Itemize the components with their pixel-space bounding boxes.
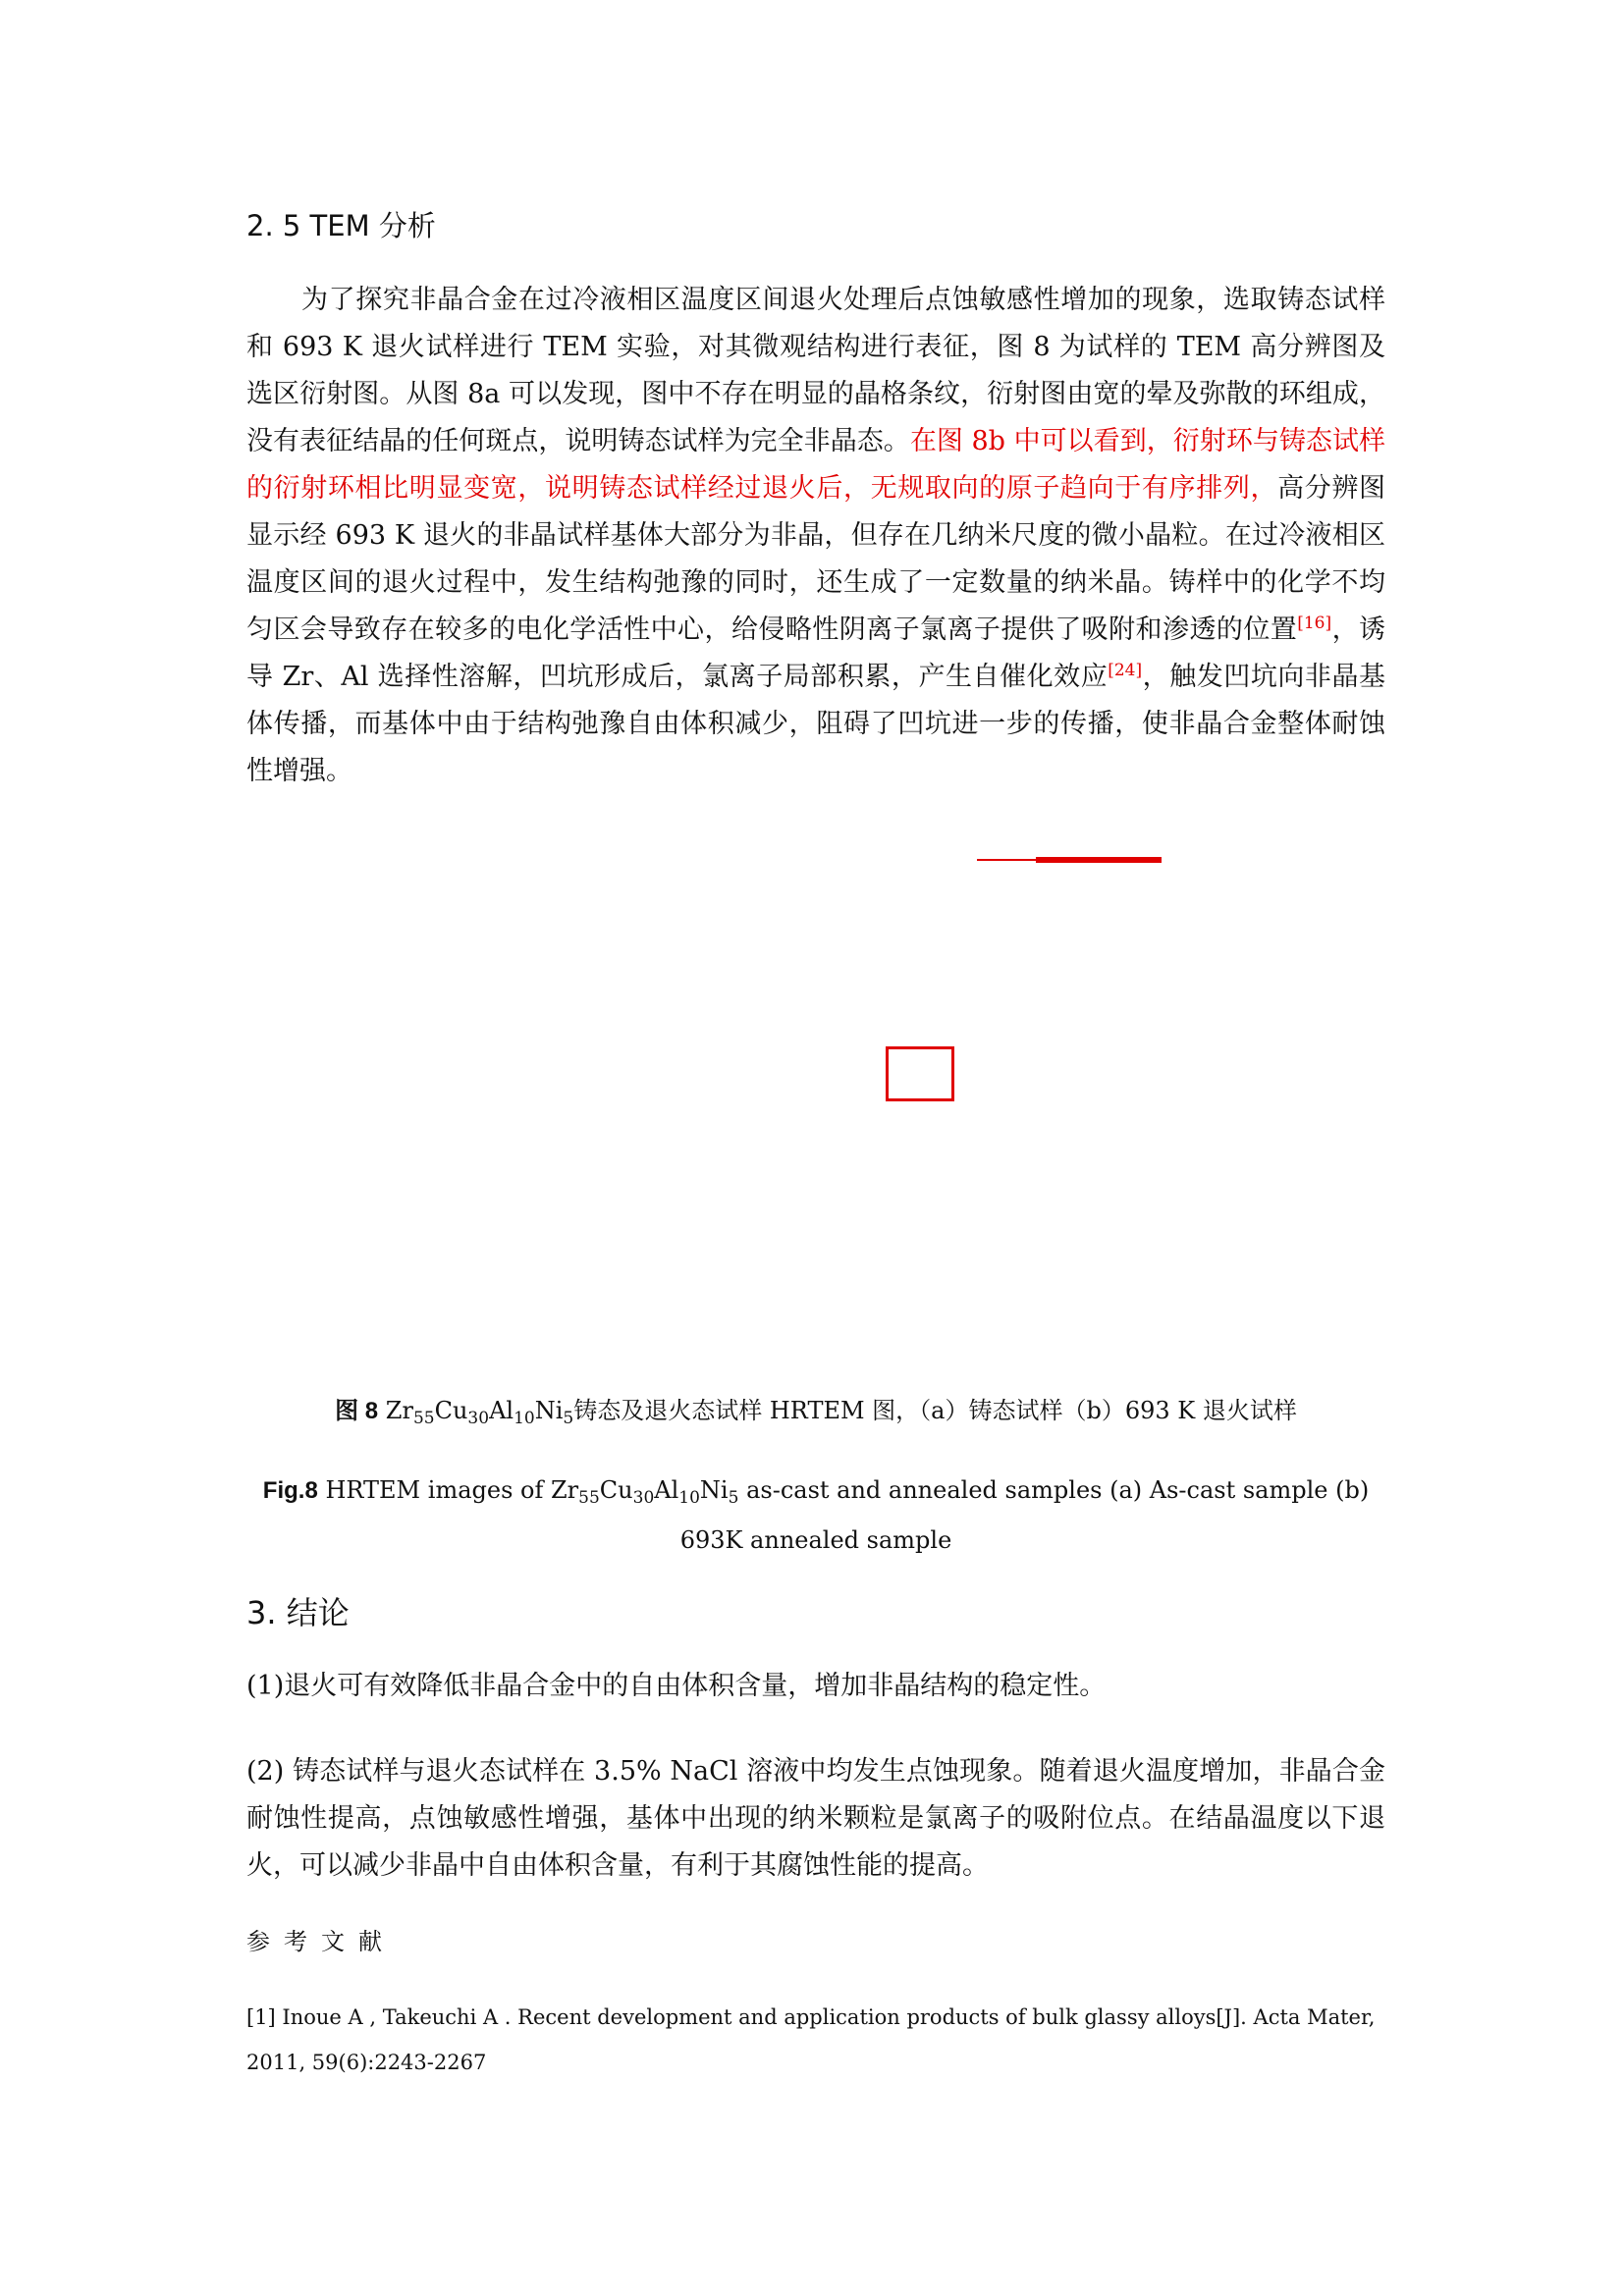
conclusion-item: (1)退火可有效降低非晶合金中的自由体积含量，增加非晶结构的稳定性。 xyxy=(246,1671,1107,1701)
references-title: 参考文献 xyxy=(246,1928,396,1955)
caption-text: HRTEM images of xyxy=(325,1476,544,1504)
paragraph-text: ，触发凹坑向非晶基体传播，而基体中由于结构弛豫自由体积减少，阻碍了凹坑进一步的传播，使非晶合金整体耐蚀性增强。 xyxy=(246,662,1385,786)
body-paragraph-tem xyxy=(246,277,1385,795)
section-title: 2. 5 TEM 分析 xyxy=(246,209,436,242)
figure-label: 图 8 xyxy=(335,1398,379,1424)
reference-item: [1] Inoue A , Takeuchi A . Recent development and application products of bulk glassy alloys[J]. Acta Mater, 2011, 59(6):2243-2267 xyxy=(246,2005,1376,2074)
citation[interactable]: [16] xyxy=(1297,614,1332,633)
conclusion-title: 3. 结论 xyxy=(246,1594,350,1631)
figure-caption-en xyxy=(246,1466,1385,1565)
highlighted-text: 在图 8b 中可以看到，衍射环与铸态试样的衍射环相比明显变宽，说明铸态试样经过退火后，无规取向的原子趋向于有序排列， xyxy=(246,426,1385,504)
alloy-formula: $Zr_{55}Cu_{30}Al_{10}Ni_5$ xyxy=(385,1397,574,1428)
citation[interactable]: [24] xyxy=(1108,661,1143,680)
annotation-box xyxy=(886,1046,954,1101)
paragraph-text: 高分辨图显示经 693 K 退火的非晶试样基体大部分为非晶，但存在几纳米尺度的微小晶粒。在过冷液相区温度区间的退火过程中，发生结构弛豫的同时，还生成了一定数量的纳米晶。铸样中的化学不均匀区会导致存在较多的电化学活性中心，给侵略性阴离子氯离子提供了吸附和渗透的位置 xyxy=(246,473,1386,645)
alloy-formula: $Zr_{55}Cu_{30}Al_{10}Ni_5$ xyxy=(551,1476,739,1508)
annotation-line xyxy=(977,859,1036,861)
conclusion-item: (2) 铸态试样与退火态试样在 3.5% NaCl 溶液中均发生点蚀现象。随着退火温度增加，非晶合金耐蚀性提高，点蚀敏感性增强，基体中出现的纳米颗粒是氯离子的吸附位点。在结晶温度以下退火，可以减少非晶中自由体积含量，有利于其腐蚀性能的提高。 xyxy=(246,1756,1385,1881)
figure-label: Fig.8 xyxy=(262,1477,318,1504)
caption-text: 铸态及退火态试样 HRTEM 图，（a）铸态试样（b）693 K 退火试样 xyxy=(573,1397,1297,1424)
caption-text: as-cast and annealed samples (a) As-cast sample (b) 693K annealed sample xyxy=(679,1476,1370,1554)
paragraph-text: 为了探究非晶合金在过冷液相区温度区间退火处理后点蚀敏感性增加的现象，选取铸态试样和 693 K 退火试样进行 TEM 实验，对其微观结构进行表征，图 8 为试样的 TEM 高分辨图及选区衍射图。从图 8a 可以发现，图中不存在明显的晶格条纹，衍射图由宽的晕及弥散的环组成，没有表征结晶的任何斑点，说明铸态试样为完全非晶态。 xyxy=(246,285,1385,456)
annotation-line xyxy=(1036,857,1162,863)
paragraph-text: ，诱导 Zr、Al 选择性溶解，凹坑形成后，氯离子局部积累，产生自催化效应 xyxy=(246,614,1386,692)
figure-caption-cn xyxy=(246,1391,1385,1428)
